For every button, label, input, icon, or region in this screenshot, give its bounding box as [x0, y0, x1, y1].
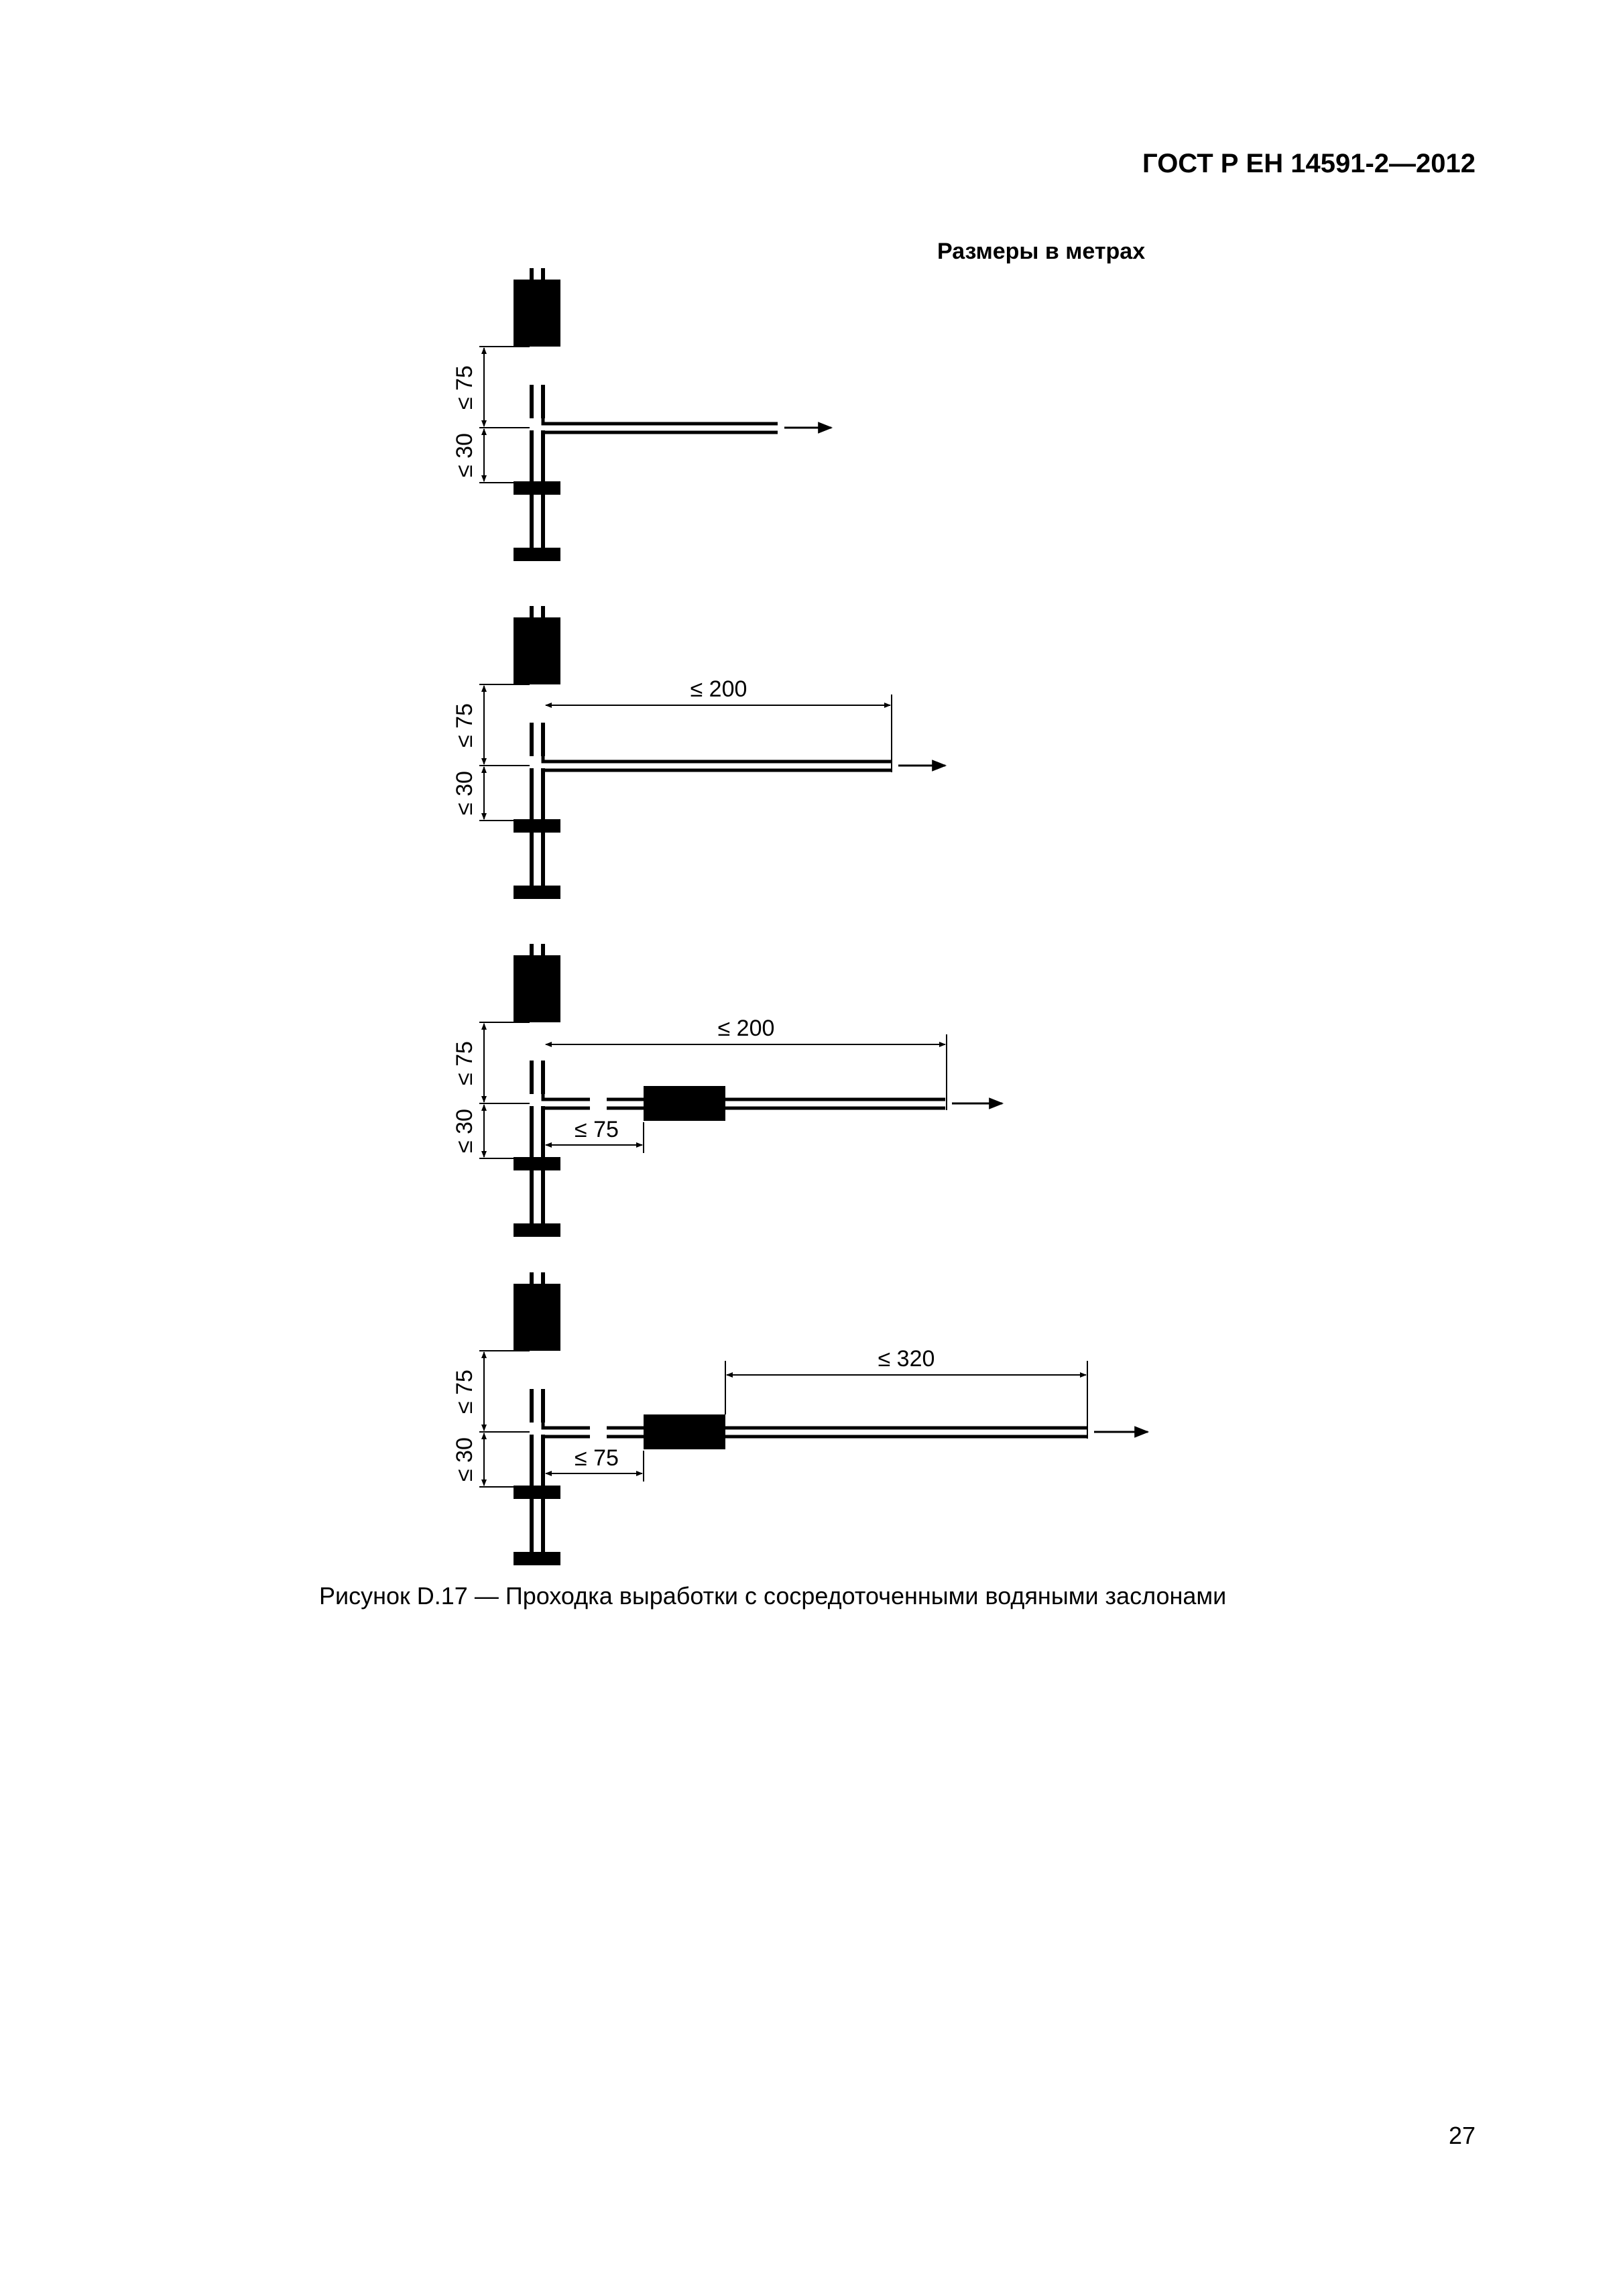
page-number: 27: [1448, 2122, 1476, 2149]
dim-branch-offset: ≤ 75: [575, 1445, 619, 1471]
dim-vertical-upper: ≤ 75: [452, 1370, 477, 1414]
water-barrier-band: [514, 886, 560, 899]
dim-vertical-upper: ≤ 75: [452, 703, 477, 747]
dim-vertical-upper: ≤ 75: [452, 1041, 477, 1085]
water-barrier-block: [644, 1086, 725, 1121]
dim-horizontal-span: ≤ 200: [717, 1016, 775, 1041]
water-barrier-block: [514, 617, 560, 684]
panel-1: [452, 268, 831, 561]
water-barrier-block: [514, 280, 560, 347]
dim-vertical-lower: ≤ 30: [452, 1437, 477, 1482]
panel-3: [452, 944, 1002, 1237]
dim-vertical-lower: ≤ 30: [452, 771, 477, 815]
dim-vertical-lower: ≤ 30: [452, 433, 477, 477]
dim-horizontal-span: ≤ 320: [878, 1346, 935, 1372]
water-barrier-band: [514, 1552, 560, 1565]
dim-vertical-upper: ≤ 75: [452, 365, 477, 410]
dim-branch-offset: ≤ 75: [575, 1117, 619, 1142]
figure-caption: Рисунок D.17 — Проходка выработки с сосредоточенными водяными заслонами: [319, 1582, 1227, 1610]
dim-vertical-lower: ≤ 30: [452, 1109, 477, 1153]
panel-2: [452, 606, 945, 899]
water-barrier-block: [644, 1414, 725, 1449]
document-id: ГОСТ Р ЕН 14591-2—2012: [1142, 149, 1476, 178]
dim-horizontal-span: ≤ 200: [690, 676, 747, 702]
water-barrier-block: [514, 955, 560, 1022]
water-barrier-band: [514, 1223, 560, 1237]
water-barrier-band: [514, 548, 560, 561]
water-barrier-block: [514, 1284, 560, 1351]
units-note: Размеры в метрах: [937, 239, 1146, 264]
panel-4: [452, 1272, 1148, 1565]
